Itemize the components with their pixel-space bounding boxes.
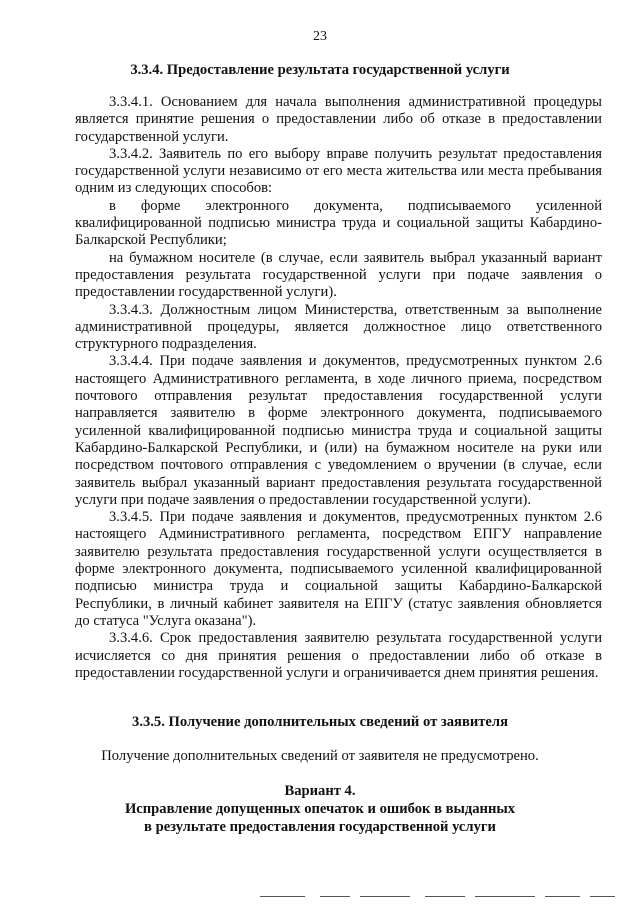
paragraph-3-3-4-2: 3.3.4.2. Заявитель по его выбору вправе получить результат предоставления государственной услуги независимо от его места жительства или места пребывания одним из следующих способов:	[75, 145, 602, 197]
paragraph-3-3-4-1: 3.3.4.1. Основанием для начала выполнения административной процедуры является принятие решения о предоставлении либо об отказе в предоставлении государственной услуги.	[75, 94, 602, 145]
paragraph-3-3-4-3: 3.3.4.3. Должностным лицом Министерства, ответственным за выполнение административной процедуры, является должностное лицо ответственного структурного подразделения.	[75, 301, 602, 353]
section-3-3-4-title: 3.3.4. Предоставление результата государственной услуги	[130, 62, 510, 78]
paragraph-option-paper: на бумажном носителе (в случае, если заявитель выбрал указанный вариант предоставления результата государственной услуги при подаче заявления о предоставлении государственной услуги).	[75, 249, 602, 301]
section-3-3-5-text: Получение дополнительных сведений от заявителя не предусмотрено.	[101, 748, 539, 764]
paragraph-3-3-4-6: 3.3.4.6. Срок предоставления заявителю результата государственной услуги исчисляется со дня принятия решения о предоставлении либо об отказе в предоставлении государственной услуги и ограничивается днем принятия решения.	[75, 630, 602, 681]
paragraph-3-3-4-5: 3.3.4.5. При подаче заявления и документов, предусмотренных пунктом 2.6 настоящего Административного регламента, посредством ЕПГУ направление заявителю результата предоставления государственной услуги осуществляется в форме электронного документа, подписываемого усиленной квалифицированной подписью министра труда и социальной защиты Кабардино-Балкарской Республики, в личный кабинет заявителя на ЕПГУ (статус заявления обновляется до статуса "Услуга оказана").	[75, 509, 602, 629]
variant-title: Вариант 4.	[284, 783, 356, 799]
section-3-3-4-body	[75, 94, 602, 682]
variant-subtitle-line-2: в результате предоставления государственной услуги	[144, 819, 496, 835]
variant-subtitle-line-1: Исправление допущенных опечаток и ошибок в выданных	[124, 801, 516, 817]
paragraph-option-electronic: в форме электронного документа, подписываемого усиленной квалифицированной подписью министра труда и социальной защиты Кабардино-Балкарской Республики;	[75, 197, 602, 249]
footer-decoration	[260, 896, 620, 899]
page-number: 23	[313, 29, 327, 44]
paragraph-3-3-4-4: 3.3.4.4. При подаче заявления и документов, предусмотренных пунктом 2.6 настоящего Административного регламента, в ходе личного приема, посредством почтового отправления результат предоставления государственной услуги направляется заявителю в форме электронного документа, подписываемого усиленной квалифицированной подписью министра труда и социальной защиты Кабардино-Балкарской Республики, и (или) на бумажном носителе на руки или посредством почтового отправления с уведомлением о вручении (в случае, если заявитель выбрал указанный вариант предоставления результата государственной услуги при подаче заявления о предоставлении государственной услуги).	[75, 353, 602, 508]
section-3-3-5-title: 3.3.5. Получение дополнительных сведений от заявителя	[132, 714, 508, 730]
